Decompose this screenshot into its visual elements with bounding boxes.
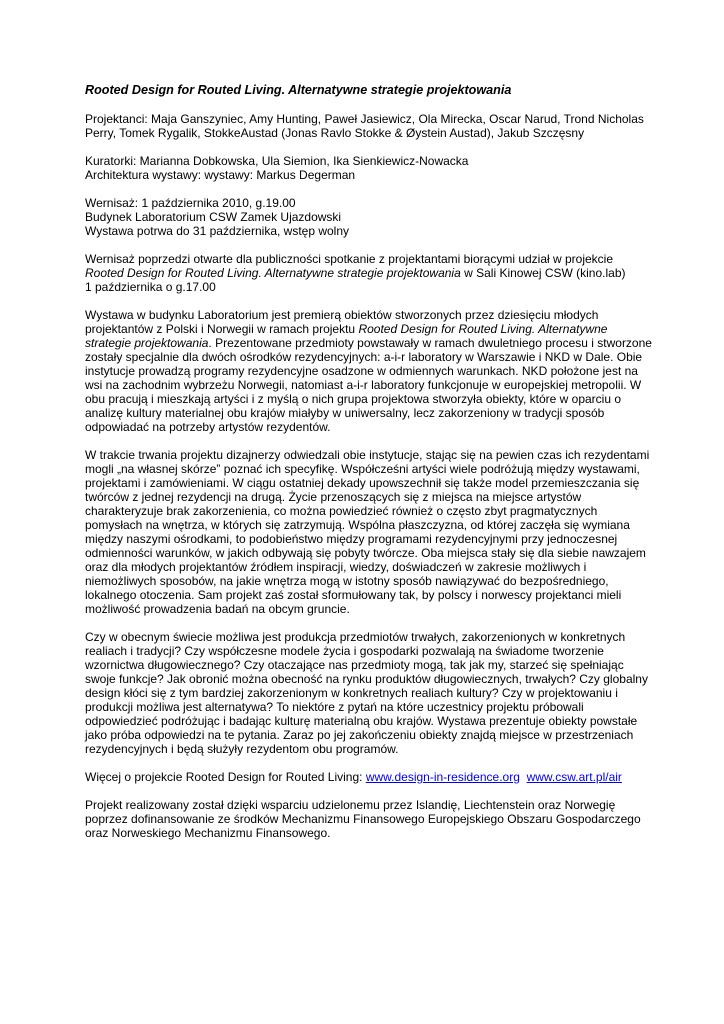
meeting-paragraph bbox=[85, 252, 655, 280]
residency-paragraph: W trakcie trwania projektu dizajnerzy odwiedzali obie instytucje, stając się na pewien czas ich rezydentami mogli „na własnej skórze” poznać ich specyfikę. Współcześni artyści wiele podróżują między wystawami, projektami i zamówieniami. W ciągu ostatniej dekady upowszechnił się także model przemieszczania się twórców z jednej rezydencji na drugą. Życie przenoszących się z miejsca na miejsce artystów charakteryzuje brak zakorzenienia, co można powiedzieć również o często zbyt pragmatycznych pomysłach na wnętrza, w których się zatrzymują. Wspólna płaszczyzna, od której zaczęła się wymiana między naszymi ośrodkami, to podobieństwo między programami rezydencyjnymi przy jednoczesnej odmienności warunków, w jakich odbywają się pobyty twórcze. Oba miejsca stały się dla siebie nawzajem oraz dla młodych projektantów źródłem inspiracji, wiedzy, doświadczeń w zakresie możliwych i niemożliwych sposobów, na jakie wnętrza mogą w istotny sposób nawiązywać do bezpośredniego, lokalnego otoczenia. Sam projekt zaś został sformułowany tak, by polscy i norwescy projektanci mieli możliwość prowadzenia badań na obcym gruncie. bbox=[85, 448, 650, 616]
csw-air-link[interactable]: www.csw.art.pl/air bbox=[526, 770, 622, 784]
questions-paragraph: Czy w obecnym świecie możliwa jest produkcja przedmiotów trwałych, zakorzenionych w konkretnych realiach i tradycji? Czy współczesne modele życia i gospodarki pozwalają na świadome tworzenie wzornictwa długowiecznego? Czy otaczające nas przedmioty mogą, tak jak my, starzeć się spełniając swoje funkcje? Jak obronić można obecność na rynku produktów długowiecznych, trwałych? Czy globalny design kłóci się z tym bardziej zakorzenionym w konkretnych realiach kultury? Czy w projektowaniu i produkcji możliwa jest alternatywa? To niektóre z pytań na które uczestnicy projektu próbowali odpowiedzieć podróżując i badając kulturę materialną obu krajów. Wystawa prezentuje obiekty powstałe jako próba odpowiedzi na te pytania. Zaraz po jej zakończeniu obiekty znajdą miejsce w przestrzeniach rezydencyjnych i będą służyły rezydentom obu programów. bbox=[85, 630, 648, 756]
designers-paragraph: Projektanci: Maja Ganszyniec, Amy Hunting, Paweł Jasiewicz, Ola Mirecka, Oscar Narud, Trond Nicholas Perry, Tomek Rygalik, StokkeAustad (Jonas Ravlo Stokke & Øystein Austad), Jakub Szczęsny bbox=[85, 112, 644, 140]
meeting-text-1: Wernisaż poprzedzi otwarte dla publiczności spotkanie z projektantami biorącymi udział w projekcie bbox=[85, 252, 614, 266]
curators-line: Kuratorki: Marianna Dobkowska, Ula Siemion, Ika Sienkiewicz-Nowacka bbox=[85, 154, 469, 168]
opening-line: Wernisaż: 1 października 2010, g.19.00 bbox=[85, 196, 296, 210]
more-info-label: Więcej o projekcie Rooted Design for Routed Living: bbox=[85, 770, 366, 784]
exhibition-text-1: Wystawa w budynku Laboratorium jest premierą obiektów stworzonych przez dziesięciu młodych projektantów z Polski i Norwegii w ramach projektu bbox=[85, 308, 599, 336]
design-in-residence-link[interactable]: www.design-in-residence.org bbox=[365, 770, 520, 784]
exhibition-project-title: Rooted Design for Routed Living. Alternatywne strategie projektowania bbox=[85, 322, 608, 350]
duration-line: Wystawa potrwa do 31 października, wstęp wolny bbox=[85, 224, 350, 238]
more-info-line bbox=[85, 770, 655, 784]
meeting-project-title: Rooted Design for Routed Living. Alternatywne strategie projektowania bbox=[85, 266, 461, 280]
architecture-line: Architektura wystawy: wystawy: Markus Degerman bbox=[85, 168, 356, 182]
document-title: Rooted Design for Routed Living. Alternatywne strategie projektowania bbox=[85, 83, 512, 97]
building-line: Budynek Laboratorium CSW Zamek Ujazdowski bbox=[85, 210, 342, 224]
exhibition-text-2: . Prezentowane przedmioty powstawały w ramach dwuletniego procesu i stworzone zostały specjalnie dla dwóch ośrodków rezydencyjnych: a-i-r laboratory w Warszawie i NKD w Dale. Obie instytucje prowadzą programy rezydencyjne osadzone w odmiennych warunkach. NKD położone jest na wsi na zachodnim wybrzeżu Norwegii, natomiast a-i-r laboratory funkcjonuje w europejskiej metropolii. W obu pracują i mieszkają artyści i z myślą o nich grupa projektowa stworzyła obiekty, które w oparciu o analizę kultury materialnej obu krajów miałyby w uniwersalny, lecz zakorzeniony w tradycji sposób odpowiadać na potrzeby artystów rezydentów. bbox=[85, 336, 652, 434]
exhibition-paragraph bbox=[85, 308, 655, 434]
meeting-text-2: w Sali Kinowej CSW (kino.lab) bbox=[460, 266, 626, 280]
document-body bbox=[85, 83, 655, 840]
meeting-date: 1 października o g.17.00 bbox=[85, 280, 216, 294]
funding-paragraph: Projekt realizowany został dzięki wsparciu udzielonemu przez Islandię, Liechtenstein oraz Norwegię poprzez dofinansowanie ze środków Mechanizmu Finansowego Europejskiego Obszaru Gospodarczego oraz Norweskiego Mechanizmu Finansowego. bbox=[85, 798, 641, 840]
